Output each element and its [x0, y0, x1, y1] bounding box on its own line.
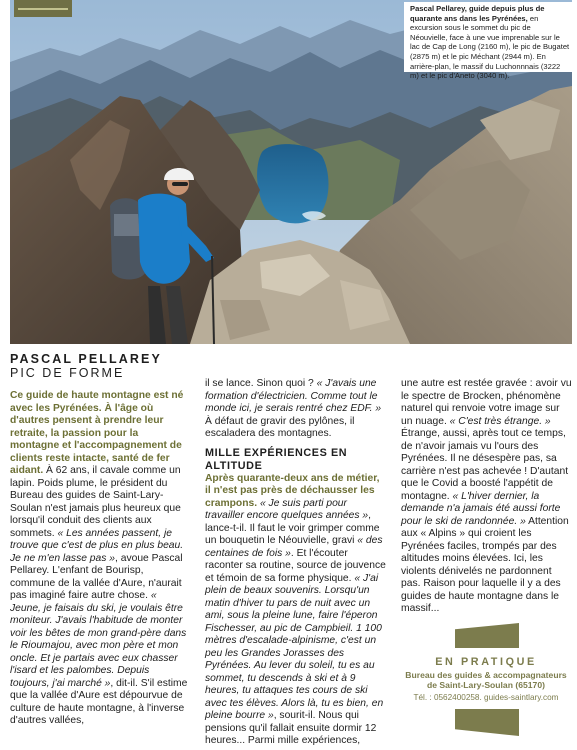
practical-info-box [399, 623, 573, 741]
col3-quote-1: « C'est très étrange. » [449, 415, 551, 427]
box-bottom-shape [455, 709, 519, 736]
photo-caption [404, 2, 572, 81]
col1-text-1: À 62 ans, il cavale comme un lapin. Poids plume, le président du Bureau des guides de Saint-Lary-Soulan n'est jamais plus heureux que lorsqu'il conduit des clients aux sommets. [10, 465, 181, 539]
box-top-shape [455, 623, 519, 648]
caption-body: en excursion sous le sommet du pic de Néouvielle, face à une vue imprenable sur le lac de Cap de Long (2160 m), le pic de Bugatet (2875 m) et le pic Méchant (2944 m). En arrière-plan, le massif du Luchonnnais (3222 m) et le pic d'Aneto (3040 m). [410, 13, 570, 81]
col1-quote-2: « Jeune, je faisais du ski, je voulais être moniteur. J'avais l'habitude de monter voir les bêtes de mon grand-père dans le Rioumajou, avec mon père et mon oncle. Et je partais avec eux chasser l'isard et les palombes. Depuis toujours, j'ai marché » [10, 590, 187, 689]
column-1-text [10, 390, 190, 728]
article-lead: Ce guide de haute montagne est né avec les Pyrénées. À l'âge où d'autres pensent à prendre leur retraite, la passion pour la montagne et l'accompagnement de clients reste intacte, santé de fer aidant. [10, 390, 184, 476]
caption-lead: Pascal Pellarey, guide depuis plus de quarante ans dans les Pyrénées, [410, 4, 545, 23]
col3-text-1: une autre est restée gravée : avoir vu le spectre de Brocken, phénomène naturel qui renvoie votre image sur un nuage. [401, 378, 572, 427]
box-title: EN PRATIQUE [435, 656, 537, 668]
article-subtitle: PIC DE FORME [10, 366, 125, 380]
section-lead: Après quarante-deux ans de métier, il n'est pas près de déchausser les crampons. [205, 472, 380, 509]
article-column-2 [205, 378, 388, 748]
col3-quote-2: « L'hiver dernier, la demande n'a jamais été aussi forte pour le ski de randonnée. » [401, 490, 561, 527]
col3-text-3: Attention aux « Alpins » qui croient les Pyrénées faciles, trompés par des altitudes moins élevées. Ici, les violents dénivelés ne pardonnent pas. Raison pour laquelle il y a des guides de haute montagne dans le massif... [401, 515, 569, 614]
col2-text-2: À défaut de gravir des pylônes, il escaladera des montagnes. [205, 415, 355, 439]
column-2-text-a [205, 378, 388, 441]
article-title: PASCAL PELLAREY [10, 352, 162, 366]
col2-quote-2: « Je suis parti pour travailler encore quelques années » [205, 497, 369, 521]
column-3-text [401, 378, 573, 616]
section-tab-marker [14, 0, 72, 17]
col1-quote-1: « Les années passent, je trouve que c'est de plus en plus beau. Je ne m'en lasse pas » [10, 527, 184, 564]
col1-text-2: , avoue Pascal Pellarey. L'enfant de Bourisp, commune de la vallée d'Aure, n'aurait pas imaginé faire autre chose. [10, 552, 183, 601]
col2-quote-1: « J'avais une formation d'électricien. Comme tout le monde ici, je serais rentré chez EDF. » [205, 378, 382, 414]
article-column-3 [401, 378, 573, 616]
column-2-text-b [205, 473, 388, 748]
col1-text-3: , dit-il. S'il estime que la vallée d'Aure est dépourvue de culture de haute montagne, à l'inverse d'autres vallées, [10, 677, 188, 726]
section-title: MILLE EXPÉRIENCES EN ALTITUDE [205, 446, 348, 472]
col2-quote-4: « J'ai plein de beaux souvenirs. Lorsqu'un matin d'hiver tu pars de nuit avec un ami, sous la pleine lune, faire l'éperon Fischesser, au pic de Campbieil. 1 100 mètres d'escalade-alpinisme, c'est un peu les Grandes Jorasses des Pyrénées. Au lever du soleil, tu es au sommet, tu descends à ski et à 9 heures, tu attaques tes cours de ski avec tes élèves. Alors là, tu es bien, en pleine bourre » [205, 572, 384, 721]
box-contact: Tél. : 0562400258. guides-saintlary.com [413, 693, 559, 702]
col2-text-5: . Et l'écouter raconter sa routine, source de jouvence et témoin de sa forme physique. [205, 547, 386, 584]
col2-text-1: il se lance. Sinon quoi ? [205, 378, 317, 389]
col3-text-2: Étrange, aussi, après tout ce temps, de n'avoir jamais vu l'ours des Pyrénées. Il ne désespère pas, sa carrière n'est pas achevée ! D'autant que le Covid a boosté l'appétit de montagne. [401, 428, 569, 502]
article-header [10, 352, 190, 381]
box-organization [399, 670, 573, 690]
box-org-line-2: de Saint-Lary-Soulan (65170) [427, 680, 545, 691]
box-org-line-1: Bureau des guides & accompagnateurs [405, 670, 567, 680]
col2-quote-3: « des centaines de fois » [205, 535, 383, 559]
col2-text-6: , sourit-il. Nous qui pensions qu'il fallait ensuite dormir 12 heures... Parmi mille expériences, [205, 710, 377, 746]
article-column-1 [10, 390, 190, 728]
col2-text-4: , lance-t-il. Il faut le voir grimper comme un bouquetin le Néouvielle, gravi [205, 510, 380, 546]
